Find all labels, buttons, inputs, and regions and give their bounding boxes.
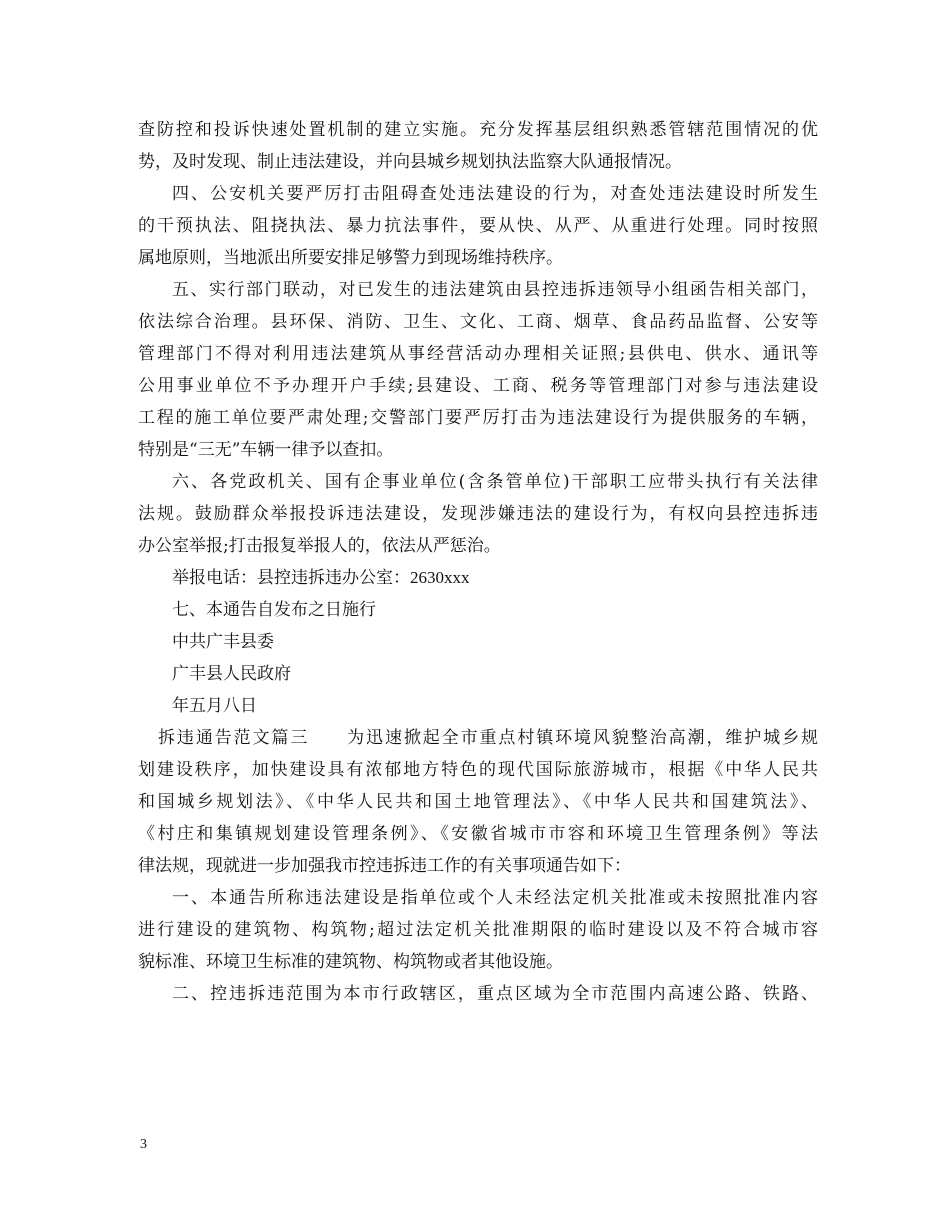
text-line: 二、控违拆违范围为本市行政辖区，重点区域为全市范围内高速公路、铁路、 — [172, 984, 818, 1004]
text-line: 和国城乡规划法》、《中华人民共和国土地管理法》、《中华人民共和国建筑法》、 — [138, 792, 818, 812]
signature-party-committee: 中共广丰县委 — [172, 632, 274, 652]
text-line: 办公室举报;打击报复举报人的，依法从严惩治。 — [138, 536, 501, 556]
text-line: 管理部门不得对利用违法建筑从事经营活动办理相关证照;县供电、供水、通讯等 — [138, 344, 818, 364]
text-line: 势，及时发现、制止违法建设，并向县城乡规划执法监察大队通报情况。 — [138, 152, 682, 172]
signature-date: 年五月八日 — [172, 696, 257, 716]
text-line: 的干预执法、阻挠执法、暴力抗法事件，要从快、从严、从重进行处理。同时按照 — [138, 216, 818, 236]
text-line: 划建设秩序，加快建设具有浓郁地方特色的现代国际旅游城市，根据《中华人民共 — [138, 760, 818, 780]
text-line: 公用事业单位不予办理开户手续;县建设、工商、税务等管理部门对参与违法建设 — [138, 376, 818, 396]
text-line: 工程的施工单位要严肃处理;交警部门要严厉打击为违法建设行为提供服务的车辆， — [138, 408, 818, 428]
text-line: 律法规，现就进一步加强我市控违拆违工作的有关事项通告如下： — [138, 856, 631, 876]
text-line: 四、公安机关要严厉打击阻碍查处违法建设的行为，对查处违法建设时所发生 — [172, 184, 818, 204]
signature-government: 广丰县人民政府 — [172, 664, 291, 684]
text-line: 查防控和投诉快速处置机制的建立实施。充分发挥基层组织熟悉管辖范围情况的优 — [138, 120, 818, 140]
text-line: 《村庄和集镇规划建设管理条例》、《安徽省城市市容和环境卫生管理条例》等法 — [138, 824, 818, 844]
text-line: 一、本通告所称违法建设是指单位或个人未经法定机关批准或未按照批准内容 — [172, 888, 818, 908]
text-line: 属地原则，当地派出所要安排足够警力到现场维持秩序。 — [138, 248, 563, 268]
text-line: 五、实行部门联动，对已发生的违法建筑由县控违拆违领导小组函告相关部门， — [172, 280, 818, 300]
text-line: 六、各党政机关、国有企事业单位(含条管单位)干部职工应带头执行有关法律 — [172, 472, 818, 492]
text-line: 特别是“三无”车辆一律予以查扣。 — [138, 440, 394, 460]
text-line: 依法综合治理。县环保、消防、卫生、文化、工商、烟草、食品药品监督、公安等 — [138, 312, 818, 332]
page-number: 3 — [140, 1137, 147, 1152]
section-heading-line: 拆违通告范文篇三 为迅速掀起全市重点村镇环境风貌整治高潮，维护城乡规 — [158, 728, 818, 748]
text-line: 进行建设的建筑物、构筑物;超过法定机关批准期限的临时建设以及不符合城市容 — [138, 920, 818, 940]
text-line: 貌标准、环境卫生标准的建筑物、构筑物或者其他设施。 — [138, 952, 563, 972]
document-body — [138, 114, 818, 1010]
report-phone-line: 举报电话：县控违拆违办公室：2630xxx — [172, 568, 470, 587]
text-line: 七、本通告自发布之日施行 — [172, 600, 376, 620]
text-line: 法规。鼓励群众举报投诉违法建设，发现涉嫌违法的建设行为，有权向县控违拆违 — [138, 504, 818, 524]
